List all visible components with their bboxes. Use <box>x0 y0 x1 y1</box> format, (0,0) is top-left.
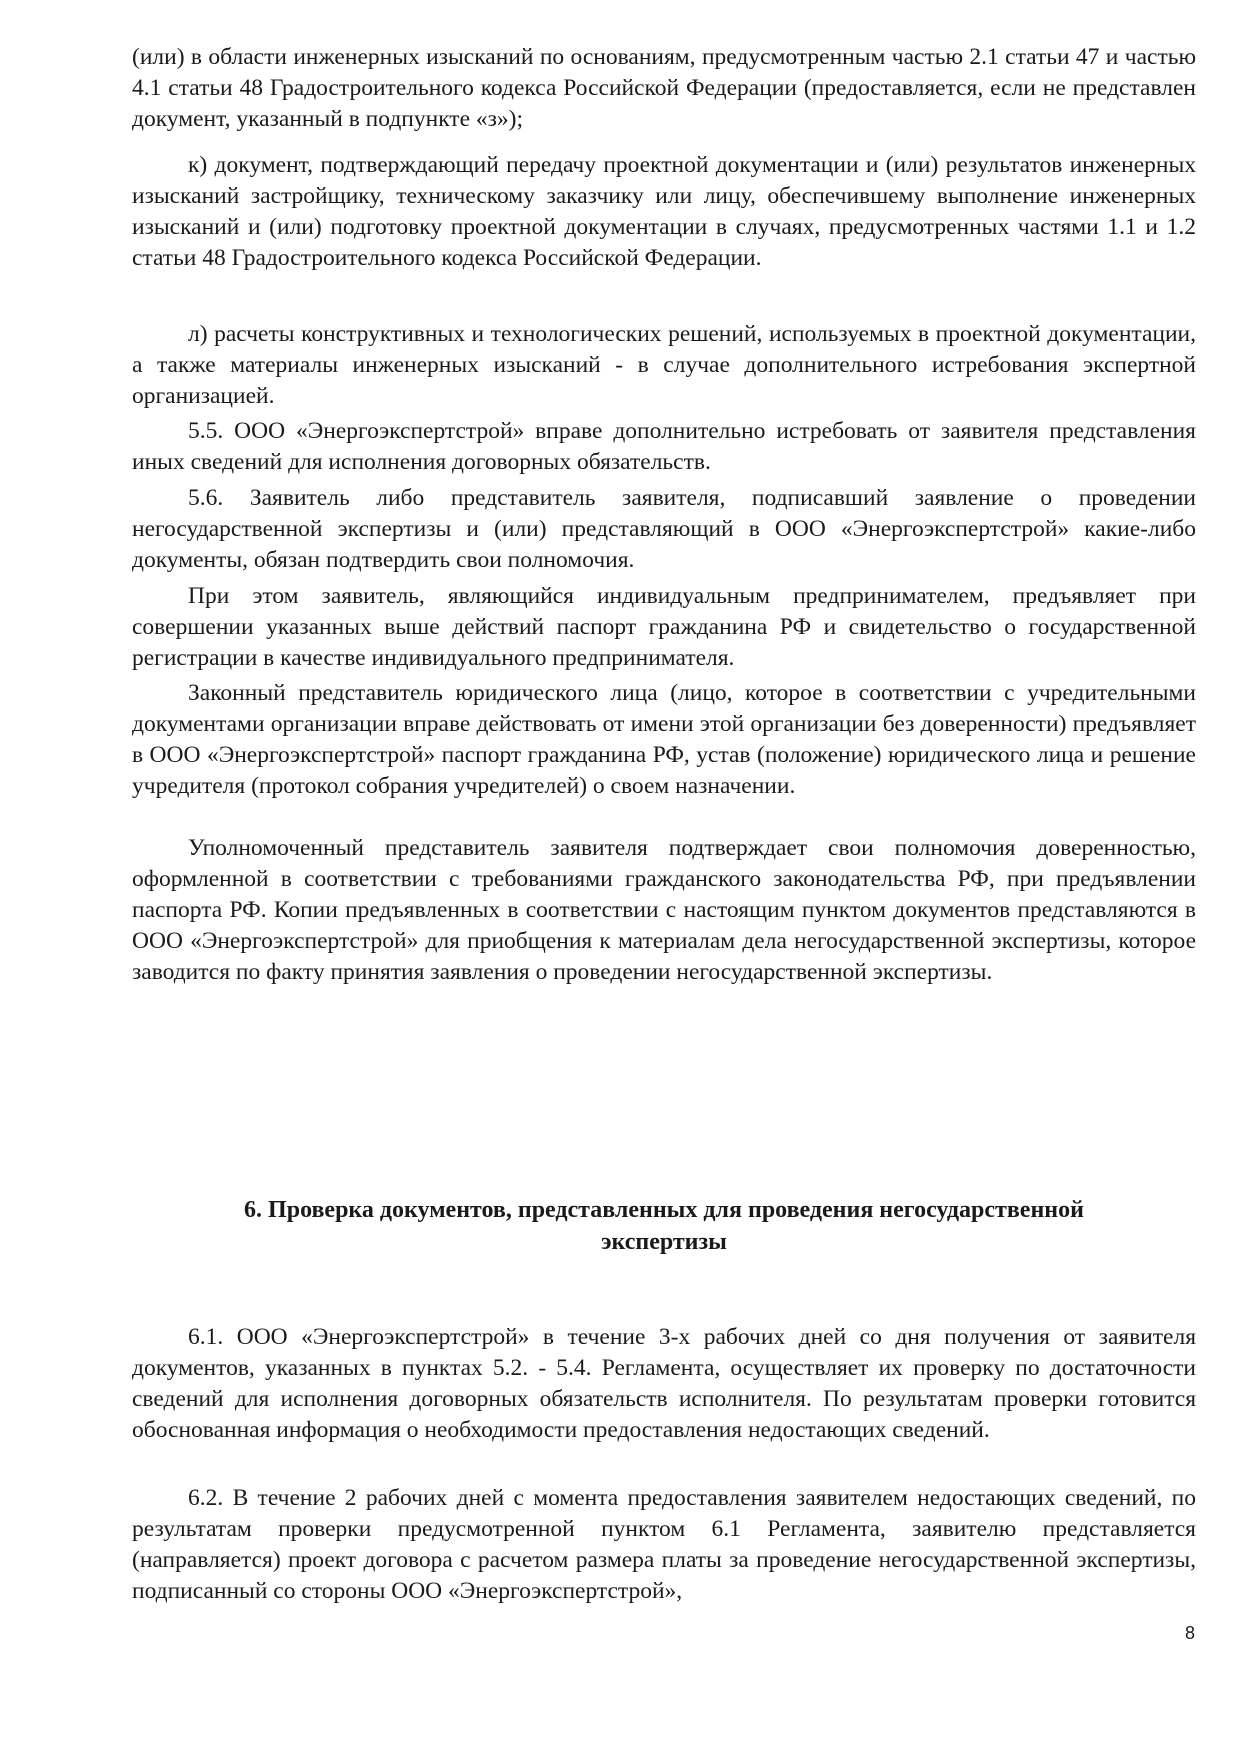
paragraph-6-1: 6.1. ООО «Энергоэкспертстрой» в течение 3-х рабочих дней со дня получения от заявителя документов, указанных в пунктах 5.2. - 5.4. Регламента, осуществляет их проверку по достаточности сведений для исполнения договорных обязательств исполнителя. По результатам проверки готовится обоснованная информация о необходимости предоставления недостающих сведений. <box>132 1324 1196 1443</box>
section-title-line-1: 6. Проверка документов, представленных для проведения негосударственной <box>244 1197 1084 1223</box>
section-title <box>132 1194 1196 1258</box>
section-title-line-2: экспертизы <box>601 1229 727 1255</box>
page-number: 8 <box>1185 1623 1196 1643</box>
paragraph-5-5: 5.5. ООО «Энергоэкспертстрой» вправе дополнительно истребовать от заявителя представления иных сведений для исполнения договорных обязательств. <box>132 418 1196 475</box>
paragraph-legal-representative: Законный представитель юридического лица (лицо, которое в соответствии с учредительными документами организации вправе действовать от имени этой организации без доверенности) предъявляет в ООО «Энергоэкспертстрой» паспорт гражданина РФ, устав (положение) юридического лица и решение учредителя (протокол собрания учредителей) о своем назначении. <box>132 680 1196 799</box>
paragraph-item-l: л) расчеты конструктивных и технологических решений, используемых в проектной документации, а также материалы инженерных изысканий - в случае дополнительного истребования экспертной организацией. <box>132 321 1196 409</box>
paragraph-6-2: 6.2. В течение 2 рабочих дней с момента предоставления заявителем недостающих сведений, по результатам проверки предусмотренной пунктом 6.1 Регламента, заявителю представляется (направляется) проект договора с расчетом размера платы за проведение негосударственной экспертизы, подписанный со стороны ООО «Энергоэкспертстрой», <box>132 1485 1196 1604</box>
paragraph-authorized-representative: Уполномоченный представитель заявителя подтверждает свои полномочия доверенностью, оформленной в соответствии с требованиями гражданского законодательства РФ, при предъявлении паспорта РФ. Копии предъявленных в соответствии с настоящим пунктом документов представляются в ООО «Энергоэкспертстрой» для приобщения к материалам дела негосударственной экспертизы, которое заводится по факту принятия заявления о проведении негосударственной экспертизы. <box>132 835 1196 985</box>
paragraph-item-k: к) документ, подтверждающий передачу проектной документации и (или) результатов инженерных изысканий застройщику, техническому заказчику или лицу, обеспечившему выполнение инженерных изысканий и (или) подготовку проектной документации в случаях, предусмотренных частями 1.1 и 1.2 статьи 48 Градостроительного кодекса Российской Федерации. <box>132 152 1196 271</box>
paragraph-5-6: 5.6. Заявитель либо представитель заявителя, подписавший заявление о проведении негосударственной экспертизы и (или) представляющий в ООО «Энергоэкспертстрой» какие-либо документы, обязан подтвердить свои полномочия. <box>132 485 1196 573</box>
paragraph-individual-entrepreneur: При этом заявитель, являющийся индивидуальным предпринимателем, предъявляет при совершении указанных выше действий паспорт гражданина РФ и свидетельство о государственной регистрации в качестве индивидуального предпринимателя. <box>132 583 1196 671</box>
paragraph-continuation: (или) в области инженерных изысканий по основаниям, предусмотренным частью 2.1 статьи 47 и частью 4.1 статьи 48 Градостроительного кодекса Российской Федерации (предоставляется, если не представлен документ, указанный в подпункте «з»); <box>132 44 1196 132</box>
